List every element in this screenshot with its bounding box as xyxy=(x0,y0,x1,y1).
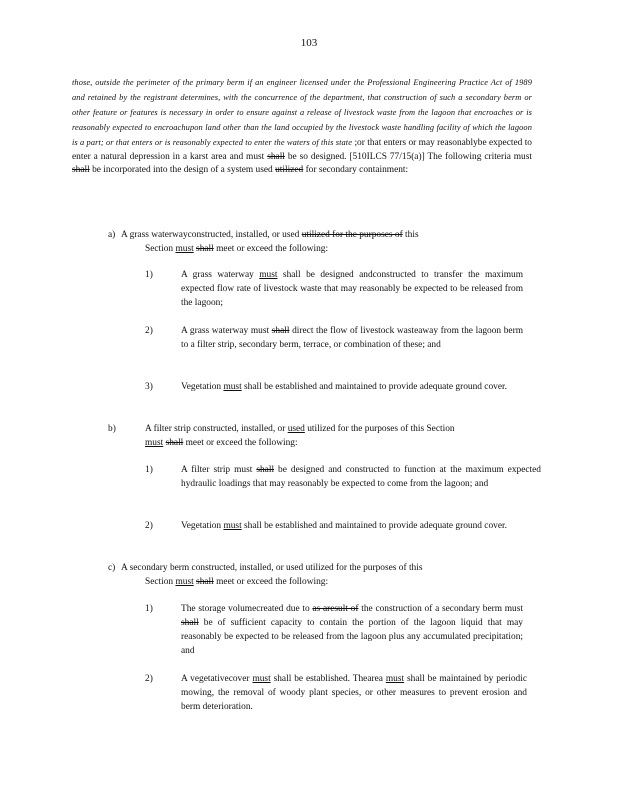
page-number: 103 xyxy=(300,37,318,49)
inserted-text: must xyxy=(145,438,164,448)
section-c-heading: A secondary berm constructed, installed, or used utilized for the purposes of this xyxy=(121,563,423,573)
intro-text: ;or that enters or may reasonablybe expected to enter a natural depression in a karst area and must xyxy=(72,137,532,162)
inserted-text: must xyxy=(223,521,242,531)
item-text: shall be established and maintained to provide adequate ground cover. xyxy=(241,382,507,392)
item-a2-text xyxy=(181,324,523,352)
item-text: A vegetativecover xyxy=(181,674,253,684)
inserted-text: must xyxy=(223,382,242,392)
item-c2-text xyxy=(181,672,527,714)
item-c1-number: 1) xyxy=(145,604,153,614)
item-a1-text xyxy=(181,268,523,310)
item-text: be designed and constructed to function at the maximum expected hydraulic loadings that may reasonably be expected to come from the lagoon; and xyxy=(181,465,541,489)
inserted-text: must xyxy=(175,577,194,587)
section-a-text: Section xyxy=(145,244,176,254)
section-b-label: b) xyxy=(108,424,116,434)
item-text: A grass waterway must xyxy=(181,326,272,336)
struck-text: shall xyxy=(165,438,184,448)
struck-text: shall xyxy=(267,151,285,162)
section-c-label: c) xyxy=(108,563,116,573)
inserted-text: must xyxy=(385,674,405,684)
struck-text: shall xyxy=(196,577,214,587)
item-text: shall be designed andconstructed to transfer the maximum expected flow rate of livestock waste that may reasonably be expected to be released from the lagoon; xyxy=(181,270,523,308)
section-a-heading xyxy=(121,228,521,242)
inserted-text: must xyxy=(175,244,194,254)
section-b-heading-line2 xyxy=(145,436,525,450)
item-text: The storage volumecreated due to xyxy=(181,604,313,614)
item-a3-text xyxy=(181,380,523,394)
section-a-heading-line2 xyxy=(145,242,525,256)
item-text: the construction of a secondary berm must xyxy=(358,604,523,614)
intro-text: for secondary containment: xyxy=(303,165,409,176)
item-c1-text xyxy=(181,602,523,658)
struck-text: utilized xyxy=(275,165,304,176)
item-text: shall be established and maintained to provide adequate ground cover. xyxy=(241,521,507,531)
item-b1-number: 1) xyxy=(145,465,153,475)
section-b-text: meet or exceed the following: xyxy=(183,438,298,448)
intro-text: be so designed. [510ILCS 77/15(a)] The following criteria must xyxy=(284,151,533,162)
item-a2-number: 2) xyxy=(145,326,153,336)
struck-text: shall xyxy=(256,465,275,475)
item-text: be of sufficient capacity to contain the portion of the lagoon liquid that may reasonably be expected to be released from the lagoon plus any accumulated precipitation; and xyxy=(181,618,523,656)
intro-paragraph xyxy=(72,76,532,178)
item-text: Vegetation xyxy=(181,521,224,531)
item-b1-text xyxy=(181,463,541,491)
section-a-text: A grass waterwayconstructed, installed, or used xyxy=(121,230,302,240)
item-a1-number: 1) xyxy=(145,270,153,280)
struck-text: shall xyxy=(271,326,290,336)
inserted-text: must xyxy=(252,674,271,684)
item-text: A grass waterway xyxy=(181,270,260,280)
item-text: Vegetation xyxy=(181,382,224,392)
item-text: A filter strip must xyxy=(181,465,257,475)
item-text: direct the flow of livestock wasteaway from the lagoon berm to a filter strip, secondary berm, terrace, or combination of these; and xyxy=(181,326,523,350)
section-b-heading xyxy=(145,422,525,436)
section-c-text: Section xyxy=(145,577,176,587)
section-a-text: this xyxy=(402,230,419,240)
section-c-heading-line2 xyxy=(145,575,525,589)
struck-text: as aresult of xyxy=(312,604,359,614)
item-a3-number: 3) xyxy=(145,382,153,392)
item-text: shall be maintained by periodic mowing, the removal of woody plant species, or other measures to prevent erosion and berm deterioration. xyxy=(181,674,527,712)
inserted-text: must xyxy=(259,270,278,280)
intro-text: be incorporated into the design of a system used xyxy=(89,165,276,176)
struck-text: shall xyxy=(72,165,90,176)
section-b-text: utilized for the purposes of this Section xyxy=(304,424,455,434)
section-a-label: a) xyxy=(108,230,116,240)
item-b2-number: 2) xyxy=(145,521,153,531)
section-c-text: meet or exceed the following: xyxy=(213,577,329,587)
item-c2-number: 2) xyxy=(145,674,153,684)
struck-text: shall xyxy=(181,618,199,628)
intro-italic-text: those, outside the perimeter of the primary berm if an engineer licensed under the Professional Engineering Practice Act of 1989 and retained by the registrant determines, with the concurrence of the department, that construction of such a secondary berm or other feature or features is necessary in order to ensure against a release of livestock waste from the lagoon that encroaches or is reasonably expected to encroachupon land other than the land occupied by the livestock waste handling facility of which the lagoon is a part; or that enters or is reasonably expected to enter the waters of this state xyxy=(72,78,532,147)
inserted-text: used xyxy=(287,424,305,434)
struck-text: shall xyxy=(196,244,214,254)
item-b2-text xyxy=(181,519,523,533)
section-b-text: A filter strip constructed, installed, or xyxy=(145,424,288,434)
item-text: shall be established. Thearea xyxy=(270,674,386,684)
section-a-text: meet or exceed the following: xyxy=(213,244,329,254)
struck-text: utilized for the purposes of xyxy=(301,230,403,240)
